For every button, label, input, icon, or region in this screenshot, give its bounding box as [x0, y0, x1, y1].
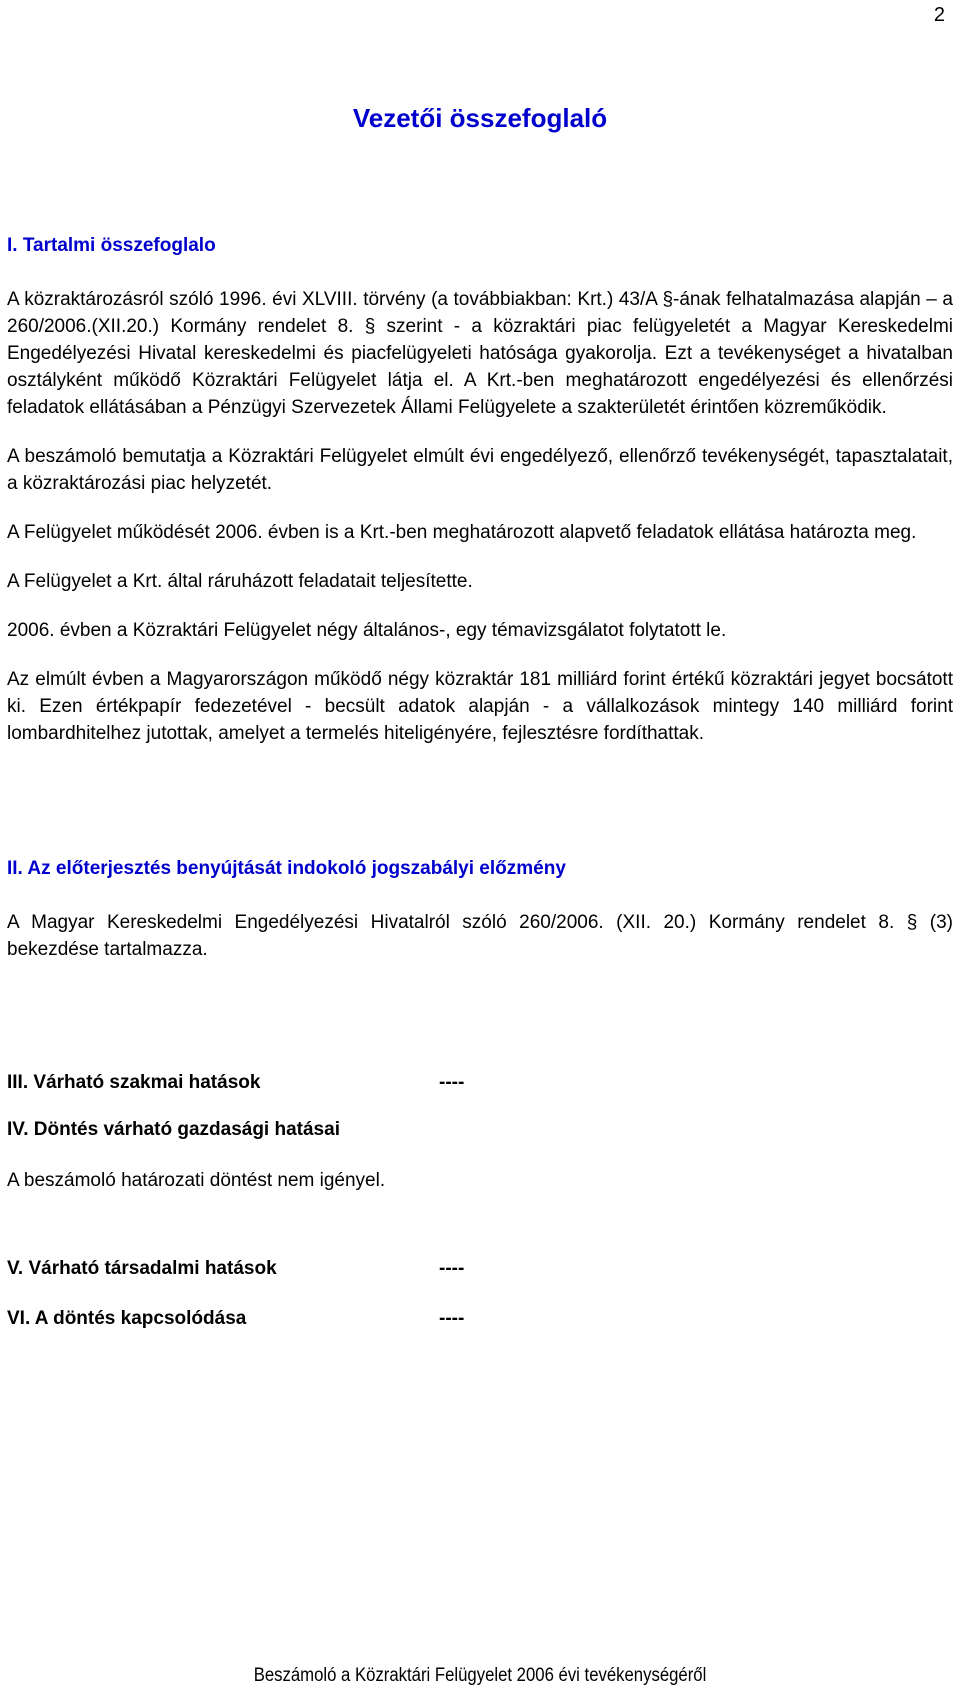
paragraph-5: 2006. évben a Közraktári Felügyelet négy általános-, egy témavizsgálatot folytatott le.	[7, 620, 727, 641]
document-body	[7, 232, 953, 1332]
paragraph-4: A Felügyelet a Krt. által ráruházott feladatait teljesítette.	[7, 571, 473, 592]
section-heading-5	[7, 1255, 953, 1282]
paragraph-2: A beszámoló bemutatja a Közraktári Felügyelet elmúlt évi engedélyező, ellenőrző tevékenységét, tapasztalatait, a közraktározási piac helyzetét.	[7, 446, 953, 494]
section-heading-3	[7, 1069, 953, 1096]
section-heading-1: I. Tartalmi összefoglalo	[7, 235, 216, 256]
section-heading-6-label: VI. A döntés kapcsolódása	[7, 1308, 247, 1329]
section-heading-4: IV. Döntés várható gazdasági hatásai	[7, 1119, 340, 1140]
section-heading-2: II. Az előterjesztés benyújtását indokoló jogszabályi előzmény	[7, 858, 566, 879]
page-footer: Beszámoló a Közraktári Felügyelet 2006 évi tevékenységéről	[253, 1665, 707, 1686]
paragraph-8: A beszámoló határozati döntést nem igényel.	[7, 1170, 386, 1191]
paragraph-1: A közraktározásról szóló 1996. évi XLVIII. törvény (a továbbiakban: Krt.) 43/A §-ának felhatalmazása alapján – a 260/2006.(XII.20.) Kormány rendelet 8. § szerint - a közraktári piac felügyeletét a Magyar Kereskedelmi Engedélyezési Hivatal kereskedelmi és piacfelügyeleti hatósága gyakorolja. Ezt a tevékenységet a hivatalban osztályként működő Közraktári Felügyelet látja el. A Krt.-ben meghatározott engedélyezési és ellenőrzési feladatok ellátásában a Pénzügyi Szervezetek Állami Felügyelete a szakterületét érintően közreműködik.	[7, 289, 953, 418]
paragraph-6: Az elmúlt évben a Magyarországon működő négy közraktár 181 milliárd forint értékű közraktári jegyet bocsátott ki. Ezen értékpapír fedezetével - becsült adatok alapján - a vállalkozások mintegy 140 milliárd forint lombardhitelhez jutottak, amelyet a termelés hiteligényére, fejlesztésre fordíthattak.	[7, 669, 953, 744]
section-heading-5-dash: ----	[439, 1258, 465, 1279]
section-heading-6-dash: ----	[439, 1308, 465, 1329]
section-heading-3-label: III. Várható szakmai hatások	[7, 1072, 261, 1093]
section-heading-3-dash: ----	[439, 1072, 465, 1093]
page-title: Vezetői összefoglaló	[352, 103, 608, 133]
section-heading-6	[7, 1305, 953, 1332]
page-number: 2	[933, 4, 945, 26]
paragraph-3: A Felügyelet működését 2006. évben is a Krt.-ben meghatározott alapvető feladatok ellátása határozta meg.	[7, 522, 917, 543]
section-heading-5-label: V. Várható társadalmi hatások	[7, 1258, 277, 1279]
paragraph-7: A Magyar Kereskedelmi Engedélyezési Hivatalról szóló 260/2006. (XII. 20.) Kormány rendelet 8. § (3) bekezdése tartalmazza.	[7, 912, 953, 960]
